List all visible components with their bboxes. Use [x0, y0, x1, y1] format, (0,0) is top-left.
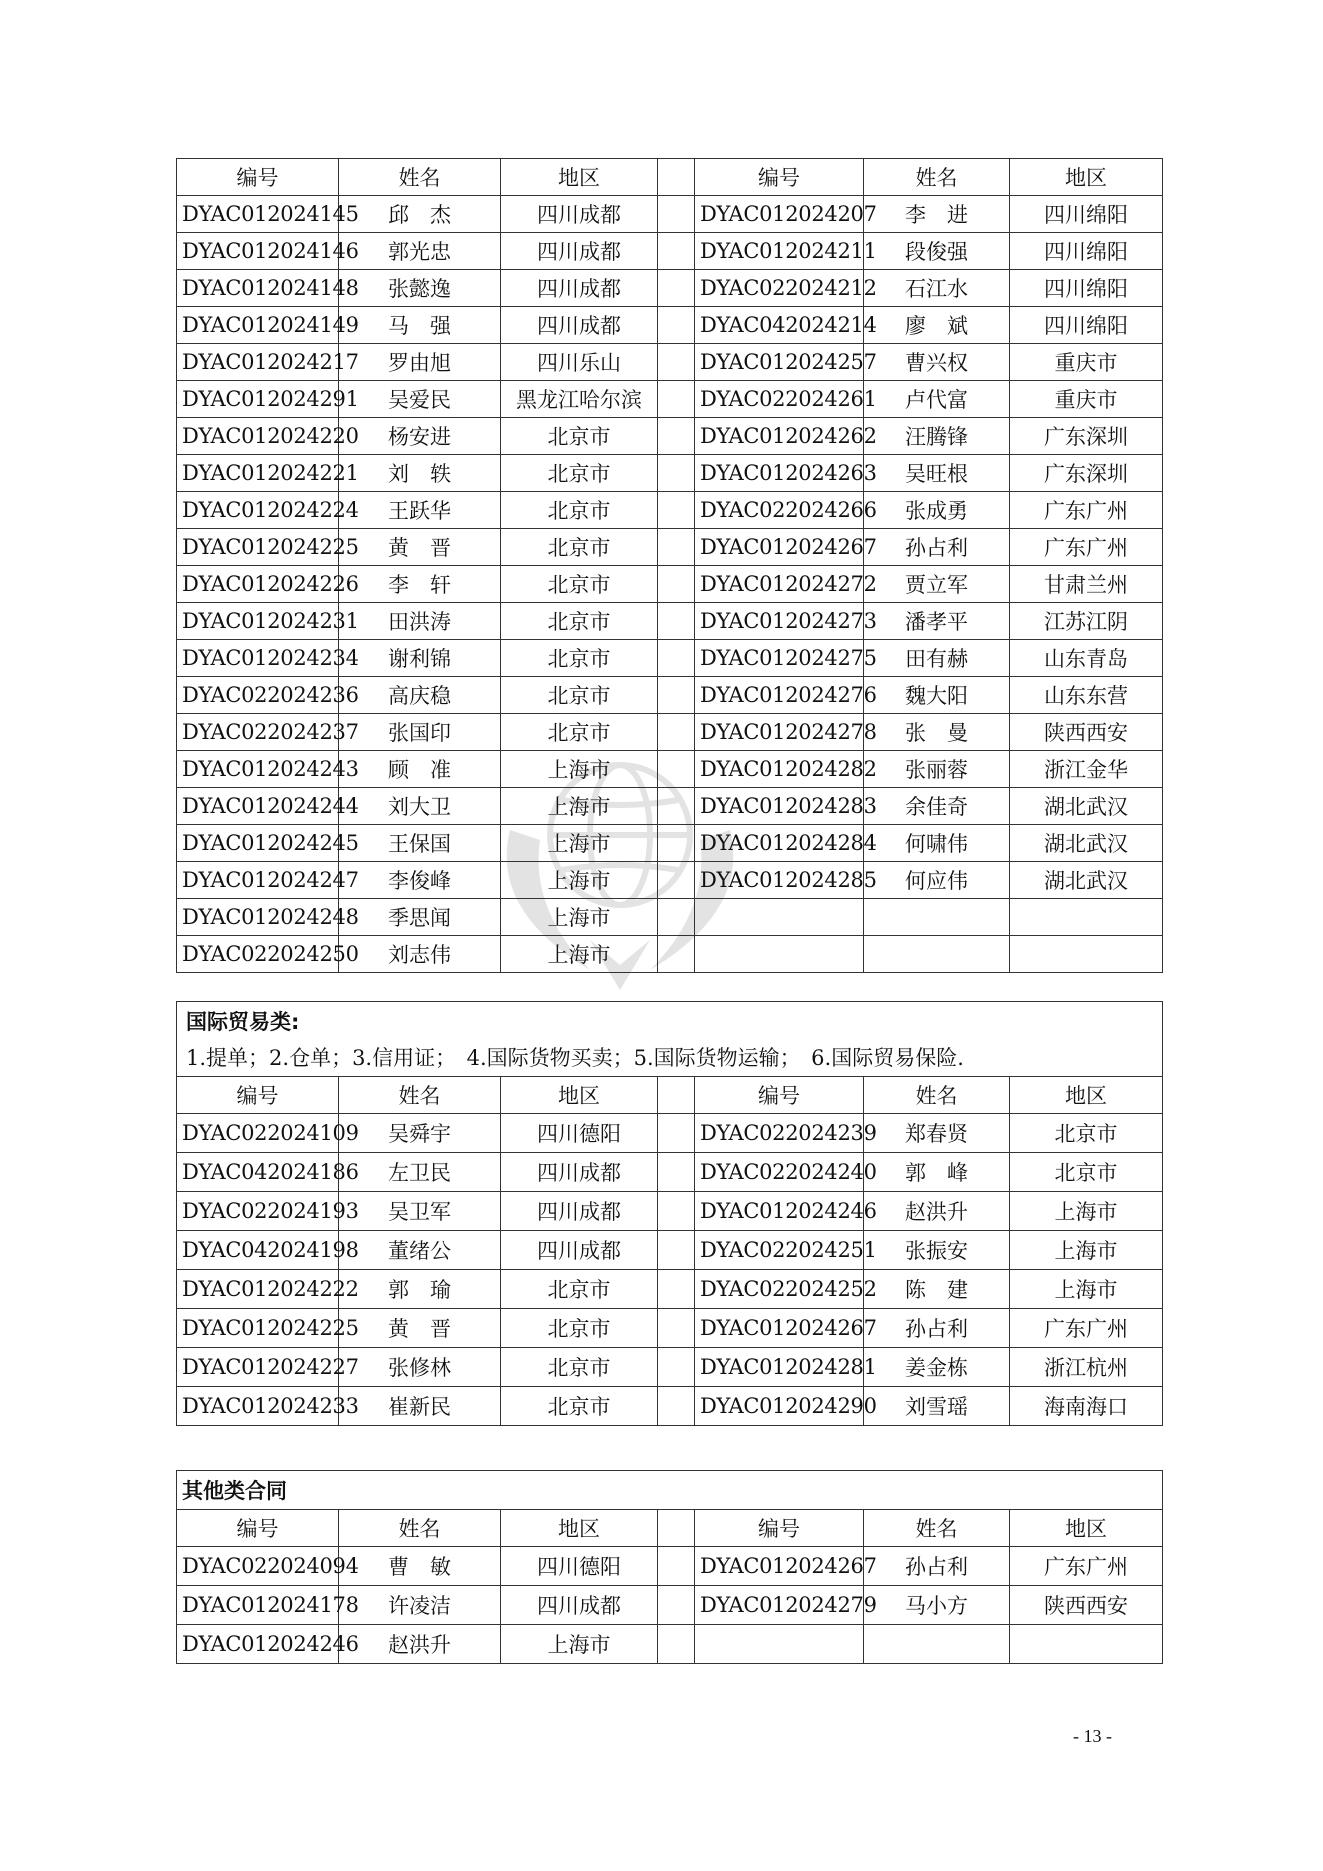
- spacer-cell: [658, 344, 695, 381]
- spacer-cell: [658, 418, 695, 455]
- region: 北京市: [1010, 1153, 1163, 1192]
- region: [1010, 1625, 1163, 1664]
- header-row: [177, 159, 1163, 196]
- person-name: 许凌洁: [339, 1586, 501, 1625]
- region: 北京市: [501, 566, 658, 603]
- contract-code: DYAC012024231: [177, 603, 339, 640]
- contract-table-other: [176, 1470, 1163, 1664]
- contract-code: DYAC012024290: [695, 1387, 864, 1426]
- region: 黑龙江哈尔滨: [501, 381, 658, 418]
- table-row: [177, 1547, 1163, 1586]
- spacer-cell: [658, 1077, 695, 1114]
- person-name: [864, 1625, 1010, 1664]
- region: 陕西西安: [1010, 1586, 1163, 1625]
- region: 重庆市: [1010, 381, 1163, 418]
- person-name: 赵洪升: [339, 1625, 501, 1664]
- spacer-cell: [658, 677, 695, 714]
- table-row: [177, 529, 1163, 566]
- person-name: 吴舜宇: [339, 1114, 501, 1153]
- contract-code: DYAC012024279: [695, 1586, 864, 1625]
- contract-code: [695, 899, 864, 936]
- contract-code: DYAC012024275: [695, 640, 864, 677]
- region: 北京市: [501, 418, 658, 455]
- region: 四川绵阳: [1010, 307, 1163, 344]
- column-header-region: 地区: [501, 1077, 658, 1114]
- column-header-code: 编号: [695, 159, 864, 196]
- person-name: 马 强: [339, 307, 501, 344]
- section-description: 1.提单；2.仓单；3.信用证； 4.国际货物买卖；5.国际货物运输； 6.国际贸易保险.: [186, 1046, 964, 1070]
- column-header-name: 姓名: [864, 159, 1010, 196]
- contract-code: DYAC012024267: [695, 1309, 864, 1348]
- person-name: 何应伟: [864, 862, 1010, 899]
- table-row: [177, 1309, 1163, 1348]
- region: 浙江杭州: [1010, 1348, 1163, 1387]
- table-row: [177, 862, 1163, 899]
- column-header-region: 地区: [501, 1510, 658, 1547]
- person-name: 吴爱民: [339, 381, 501, 418]
- section-title: 国际贸易类:: [186, 1010, 300, 1034]
- table-row: [177, 603, 1163, 640]
- person-name: 孙占利: [864, 1547, 1010, 1586]
- spacer-cell: [658, 1586, 695, 1625]
- region: 上海市: [501, 936, 658, 973]
- person-name: 刘 轶: [339, 455, 501, 492]
- person-name: 李 轩: [339, 566, 501, 603]
- person-name: 刘大卫: [339, 788, 501, 825]
- region: [1010, 899, 1163, 936]
- contract-code: DYAC022024240: [695, 1153, 864, 1192]
- region: 上海市: [501, 862, 658, 899]
- person-name: 黄 晋: [339, 1309, 501, 1348]
- region: 四川绵阳: [1010, 196, 1163, 233]
- spacer-cell: [658, 159, 695, 196]
- region: 北京市: [501, 603, 658, 640]
- region: 四川成都: [501, 307, 658, 344]
- region: 江苏江阴: [1010, 603, 1163, 640]
- spacer-cell: [658, 455, 695, 492]
- person-name: 谢利锦: [339, 640, 501, 677]
- contract-code: DYAC012024282: [695, 751, 864, 788]
- table-row: [177, 1270, 1163, 1309]
- contract-code: DYAC012024149: [177, 307, 339, 344]
- region: 广东广州: [1010, 492, 1163, 529]
- person-name: 陈 建: [864, 1270, 1010, 1309]
- contract-code: DYAC012024267: [695, 1547, 864, 1586]
- table-row: [177, 233, 1163, 270]
- person-name: 李 进: [864, 196, 1010, 233]
- contract-code: DYAC012024207: [695, 196, 864, 233]
- contract-code: DYAC012024217: [177, 344, 339, 381]
- spacer-cell: [658, 640, 695, 677]
- region: 北京市: [501, 1270, 658, 1309]
- contract-code: DYAC012024273: [695, 603, 864, 640]
- table-row: [177, 677, 1163, 714]
- spacer-cell: [658, 936, 695, 973]
- person-name: 张振安: [864, 1231, 1010, 1270]
- table-row: [177, 1625, 1163, 1664]
- column-header-code: 编号: [177, 159, 339, 196]
- contract-code: DYAC012024227: [177, 1348, 339, 1387]
- region: 广东深圳: [1010, 455, 1163, 492]
- contract-code: DYAC012024178: [177, 1586, 339, 1625]
- contract-code: DYAC012024221: [177, 455, 339, 492]
- spacer-cell: [658, 899, 695, 936]
- contract-code: DYAC012024257: [695, 344, 864, 381]
- person-name: 吴卫军: [339, 1192, 501, 1231]
- region: 四川成都: [501, 1153, 658, 1192]
- person-name: 赵洪升: [864, 1192, 1010, 1231]
- person-name: 李俊峰: [339, 862, 501, 899]
- table-row: [177, 566, 1163, 603]
- region: 上海市: [1010, 1231, 1163, 1270]
- spacer-cell: [658, 1387, 695, 1426]
- person-name: 张成勇: [864, 492, 1010, 529]
- contract-code: DYAC012024244: [177, 788, 339, 825]
- contract-code: DYAC012024234: [177, 640, 339, 677]
- person-name: 黄 晋: [339, 529, 501, 566]
- person-name: 孙占利: [864, 529, 1010, 566]
- region: 上海市: [501, 1625, 658, 1664]
- contract-table-general: [176, 158, 1163, 973]
- contract-code: DYAC022024236: [177, 677, 339, 714]
- contract-code: DYAC012024262: [695, 418, 864, 455]
- contract-code: [695, 1625, 864, 1664]
- person-name: [864, 936, 1010, 973]
- spacer-cell: [658, 1547, 695, 1586]
- table-row: [177, 1192, 1163, 1231]
- person-name: [864, 899, 1010, 936]
- contract-code: DYAC012024145: [177, 196, 339, 233]
- contract-code: [695, 936, 864, 973]
- spacer-cell: [658, 1231, 695, 1270]
- table-row: [177, 418, 1163, 455]
- region: 北京市: [501, 640, 658, 677]
- column-header-code: 编号: [177, 1510, 339, 1547]
- column-header-name: 姓名: [339, 1510, 501, 1547]
- person-name: 贾立军: [864, 566, 1010, 603]
- spacer-cell: [658, 751, 695, 788]
- spacer-cell: [658, 825, 695, 862]
- contract-code: DYAC012024285: [695, 862, 864, 899]
- region: 北京市: [501, 714, 658, 751]
- table-row: [177, 1153, 1163, 1192]
- page-number: - 13 -: [1073, 1726, 1112, 1746]
- spacer-cell: [658, 1309, 695, 1348]
- table-row: [177, 788, 1163, 825]
- region: 浙江金华: [1010, 751, 1163, 788]
- column-header-region: 地区: [1010, 1510, 1163, 1547]
- person-name: 张修林: [339, 1348, 501, 1387]
- contract-code: DYAC022024212: [695, 270, 864, 307]
- person-name: 邱 杰: [339, 196, 501, 233]
- region: 北京市: [501, 529, 658, 566]
- contract-code: DYAC012024225: [177, 1309, 339, 1348]
- table-row: [177, 455, 1163, 492]
- contract-code: DYAC012024291: [177, 381, 339, 418]
- region: 北京市: [501, 455, 658, 492]
- region: 上海市: [501, 751, 658, 788]
- person-name: 余佳奇: [864, 788, 1010, 825]
- person-name: 刘志伟: [339, 936, 501, 973]
- spacer-cell: [658, 1153, 695, 1192]
- contract-code: DYAC012024284: [695, 825, 864, 862]
- spacer-cell: [658, 381, 695, 418]
- spacer-cell: [658, 566, 695, 603]
- contract-code: DYAC022024193: [177, 1192, 339, 1231]
- contract-code: DYAC012024148: [177, 270, 339, 307]
- region: 上海市: [1010, 1192, 1163, 1231]
- region: 陕西西安: [1010, 714, 1163, 751]
- spacer-cell: [658, 1625, 695, 1664]
- region: 四川成都: [501, 1231, 658, 1270]
- person-name: 郭 瑜: [339, 1270, 501, 1309]
- contract-code: DYAC012024243: [177, 751, 339, 788]
- person-name: 左卫民: [339, 1153, 501, 1192]
- person-name: 罗由旭: [339, 344, 501, 381]
- column-header-name: 姓名: [339, 1077, 501, 1114]
- person-name: 汪腾锋: [864, 418, 1010, 455]
- table-row: [177, 1231, 1163, 1270]
- table-row: [177, 1387, 1163, 1426]
- region: 广东广州: [1010, 1309, 1163, 1348]
- region: 北京市: [1010, 1114, 1163, 1153]
- spacer-cell: [658, 788, 695, 825]
- spacer-cell: [658, 307, 695, 344]
- table-row: [177, 196, 1163, 233]
- contract-code: DYAC012024211: [695, 233, 864, 270]
- person-name: 魏大阳: [864, 677, 1010, 714]
- table-row: [177, 492, 1163, 529]
- contract-code: DYAC012024247: [177, 862, 339, 899]
- region: 重庆市: [1010, 344, 1163, 381]
- region: 四川成都: [501, 1192, 658, 1231]
- person-name: 姜金栋: [864, 1348, 1010, 1387]
- person-name: 何啸伟: [864, 825, 1010, 862]
- region: 湖北武汉: [1010, 788, 1163, 825]
- column-header-code: 编号: [177, 1077, 339, 1114]
- spacer-cell: [658, 529, 695, 566]
- region: 北京市: [501, 1348, 658, 1387]
- person-name: 田洪涛: [339, 603, 501, 640]
- region: [1010, 936, 1163, 973]
- spacer-cell: [658, 862, 695, 899]
- table-row: [177, 825, 1163, 862]
- person-name: 潘孝平: [864, 603, 1010, 640]
- contract-code: DYAC022024094: [177, 1547, 339, 1586]
- person-name: 廖 斌: [864, 307, 1010, 344]
- person-name: 田有赫: [864, 640, 1010, 677]
- contract-code: DYAC012024276: [695, 677, 864, 714]
- spacer-cell: [658, 1270, 695, 1309]
- person-name: 张国印: [339, 714, 501, 751]
- contract-code: DYAC012024233: [177, 1387, 339, 1426]
- person-name: 王保国: [339, 825, 501, 862]
- region: 湖北武汉: [1010, 862, 1163, 899]
- column-header-region: 地区: [1010, 1077, 1163, 1114]
- column-header-region: 地区: [501, 159, 658, 196]
- contract-code: DYAC022024250: [177, 936, 339, 973]
- region: 四川成都: [501, 270, 658, 307]
- column-header-code: 编号: [695, 1077, 864, 1114]
- region: 上海市: [501, 788, 658, 825]
- spacer-cell: [658, 233, 695, 270]
- contract-code: DYAC022024109: [177, 1114, 339, 1153]
- contract-code: DYAC012024278: [695, 714, 864, 751]
- person-name: 郭光忠: [339, 233, 501, 270]
- contract-code: DYAC012024272: [695, 566, 864, 603]
- table-row: [177, 936, 1163, 973]
- person-name: 崔新民: [339, 1387, 501, 1426]
- header-row: [177, 1077, 1163, 1114]
- spacer-cell: [658, 1192, 695, 1231]
- column-header-name: 姓名: [339, 159, 501, 196]
- region: 四川绵阳: [1010, 233, 1163, 270]
- region: 湖北武汉: [1010, 825, 1163, 862]
- person-name: 杨安进: [339, 418, 501, 455]
- region: 上海市: [501, 899, 658, 936]
- region: 北京市: [501, 1387, 658, 1426]
- contract-code: DYAC012024248: [177, 899, 339, 936]
- region: 甘肃兰州: [1010, 566, 1163, 603]
- spacer-cell: [658, 1348, 695, 1387]
- contract-code: DYAC042024198: [177, 1231, 339, 1270]
- contract-code: DYAC012024222: [177, 1270, 339, 1309]
- table-row: [177, 1586, 1163, 1625]
- person-name: 顾 准: [339, 751, 501, 788]
- column-header-name: 姓名: [864, 1510, 1010, 1547]
- region: 四川德阳: [501, 1547, 658, 1586]
- person-name: 马小方: [864, 1586, 1010, 1625]
- table-row: [177, 1114, 1163, 1153]
- spacer-cell: [658, 603, 695, 640]
- person-name: 曹 敏: [339, 1547, 501, 1586]
- table-row: [177, 640, 1163, 677]
- person-name: 曹兴权: [864, 344, 1010, 381]
- person-name: 高庆稳: [339, 677, 501, 714]
- table-row: [177, 381, 1163, 418]
- spacer-cell: [658, 714, 695, 751]
- contract-table-international-trade: [176, 1001, 1163, 1426]
- section-title: 其他类合同: [177, 1471, 1163, 1510]
- contract-code: DYAC012024245: [177, 825, 339, 862]
- region: 四川德阳: [501, 1114, 658, 1153]
- contract-code: DYAC022024239: [695, 1114, 864, 1153]
- region: 广东广州: [1010, 529, 1163, 566]
- person-name: 郑春贤: [864, 1114, 1010, 1153]
- contract-code: DYAC022024261: [695, 381, 864, 418]
- contract-code: DYAC012024224: [177, 492, 339, 529]
- region: 四川成都: [501, 1586, 658, 1625]
- contract-code: DYAC012024281: [695, 1348, 864, 1387]
- person-name: 孙占利: [864, 1309, 1010, 1348]
- person-name: 张丽蓉: [864, 751, 1010, 788]
- person-name: 刘雪瑶: [864, 1387, 1010, 1426]
- contract-code: DYAC022024252: [695, 1270, 864, 1309]
- region: 广东广州: [1010, 1547, 1163, 1586]
- region: 山东东营: [1010, 677, 1163, 714]
- region: 四川绵阳: [1010, 270, 1163, 307]
- contract-code: DYAC012024246: [695, 1192, 864, 1231]
- person-name: 张 曼: [864, 714, 1010, 751]
- spacer-cell: [658, 196, 695, 233]
- contract-code: DYAC012024267: [695, 529, 864, 566]
- table-row: [177, 270, 1163, 307]
- region: 四川成都: [501, 233, 658, 270]
- region: 上海市: [501, 825, 658, 862]
- contract-code: DYAC042024214: [695, 307, 864, 344]
- person-name: 王跃华: [339, 492, 501, 529]
- contract-code: DYAC022024266: [695, 492, 864, 529]
- spacer-cell: [658, 1114, 695, 1153]
- region: 海南海口: [1010, 1387, 1163, 1426]
- column-header-code: 编号: [695, 1510, 864, 1547]
- contract-code: DYAC022024251: [695, 1231, 864, 1270]
- region: 上海市: [1010, 1270, 1163, 1309]
- person-name: 卢代富: [864, 381, 1010, 418]
- table-row: [177, 1348, 1163, 1387]
- contract-code: DYAC012024283: [695, 788, 864, 825]
- contract-code: DYAC012024225: [177, 529, 339, 566]
- spacer-cell: [658, 492, 695, 529]
- region: 北京市: [501, 492, 658, 529]
- region: 广东深圳: [1010, 418, 1163, 455]
- person-name: 段俊强: [864, 233, 1010, 270]
- person-name: 吴旺根: [864, 455, 1010, 492]
- person-name: 郭 峰: [864, 1153, 1010, 1192]
- contract-code: DYAC012024226: [177, 566, 339, 603]
- column-header-region: 地区: [1010, 159, 1163, 196]
- region: 北京市: [501, 677, 658, 714]
- person-name: 石江水: [864, 270, 1010, 307]
- contract-code: DYAC042024186: [177, 1153, 339, 1192]
- table-row: [177, 344, 1163, 381]
- table-row: [177, 751, 1163, 788]
- table-row: [177, 307, 1163, 344]
- contract-code: DYAC022024237: [177, 714, 339, 751]
- spacer-cell: [658, 270, 695, 307]
- region: 山东青岛: [1010, 640, 1163, 677]
- contract-code: DYAC012024146: [177, 233, 339, 270]
- column-header-name: 姓名: [864, 1077, 1010, 1114]
- region: 北京市: [501, 1309, 658, 1348]
- contract-code: DYAC012024263: [695, 455, 864, 492]
- table-row: [177, 714, 1163, 751]
- header-row: [177, 1510, 1163, 1547]
- table-row: [177, 899, 1163, 936]
- contract-code: DYAC012024246: [177, 1625, 339, 1664]
- person-name: 董绪公: [339, 1231, 501, 1270]
- person-name: 张懿逸: [339, 270, 501, 307]
- region: 四川成都: [501, 196, 658, 233]
- region: 四川乐山: [501, 344, 658, 381]
- spacer-cell: [658, 1510, 695, 1547]
- person-name: 季思闻: [339, 899, 501, 936]
- contract-code: DYAC012024220: [177, 418, 339, 455]
